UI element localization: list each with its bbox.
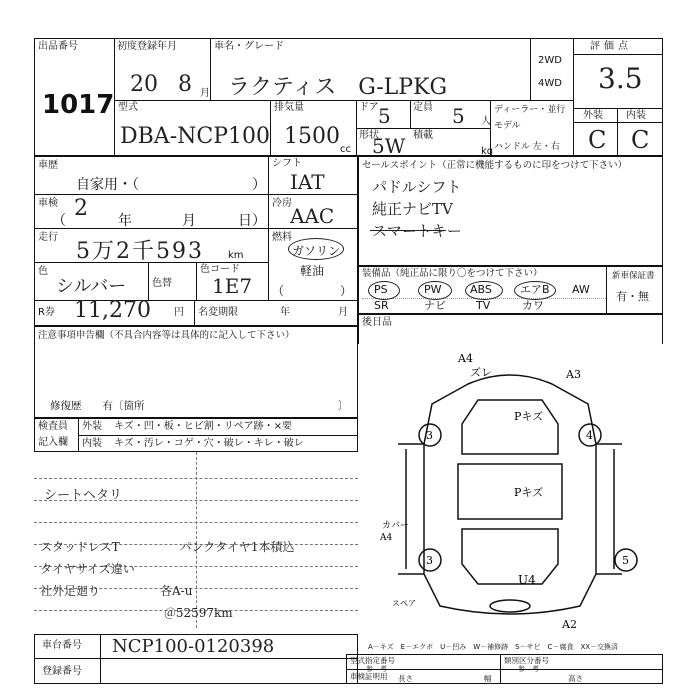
inspect-line-5: タイヤサイズ違い <box>40 562 135 576</box>
bottom-ref-2: 参 考 <box>518 665 539 673</box>
cap-unit: 人 <box>481 116 491 127</box>
disp-value: 1500 <box>284 124 340 149</box>
car-diagram <box>358 344 663 634</box>
load-label: 積載 <box>413 130 433 141</box>
mileage-value: 5万2千593 <box>76 239 204 264</box>
inspect-label-2: 記入欄 <box>38 437 68 448</box>
name-label: 車名・グレード <box>214 41 284 52</box>
disp-label: 排気量 <box>274 102 304 113</box>
model-value: DBA-NCP100 <box>120 124 271 149</box>
load-unit: kg <box>481 146 494 157</box>
doors-value: 5 <box>378 104 391 128</box>
inspect-line-6: 社外足廻り 各A-u <box>40 584 193 598</box>
fuel-paren-close: ） <box>340 284 353 298</box>
name-value: ラクティス G-LPKG <box>228 75 448 100</box>
bottom-designation: 型式指定番号 <box>350 656 395 665</box>
inspect-line-4: スタッドレスT パンクタイヤ1本積込 <box>40 540 295 554</box>
score-int: C <box>631 126 650 154</box>
equip-abs-circle <box>465 281 503 300</box>
fuel-gas-circle <box>288 238 344 260</box>
bottom-cert: 車検証明用 <box>350 672 388 681</box>
namechange-year: 年 <box>280 307 290 318</box>
diagram-mark-u4: U4 <box>518 573 536 587</box>
color-code: 1E7 <box>212 274 253 298</box>
reg-label: 初度登録年月 <box>117 41 177 52</box>
bottom-width: 幅 <box>484 674 492 683</box>
after-frame <box>358 314 663 344</box>
score-label: 評価点 <box>590 41 632 52</box>
score-value: 3.5 <box>598 62 643 95</box>
cap-value: 5 <box>452 104 465 128</box>
inspect-label-1: 検査員 <box>38 421 68 432</box>
equip-navi: ナビ <box>424 299 446 312</box>
fuel-gas: ガソリン <box>292 244 341 258</box>
color-change-label: 色替 <box>152 278 172 289</box>
regnum-label: 登録番号 <box>42 666 82 677</box>
reg-month-unit: 月 <box>200 88 210 99</box>
bottom-height: 高さ <box>568 674 583 683</box>
dealer-handle-label: ハンドル 左・右 <box>494 142 560 152</box>
mileage-label: 走行 <box>38 232 58 243</box>
inspect-int-items: キズ・汚レ・コゲ・穴・破レ・キレ・破レ <box>114 438 304 449</box>
diagram-mark-3-rl: 3 <box>426 554 433 567</box>
equip-aw: AW <box>572 283 590 296</box>
doors-label: ドア <box>359 102 379 113</box>
diagram-mark-pkizu-1: Pキズ <box>514 410 544 423</box>
sales-label: セールスポイント（正常に機能するものに印をつけて下さい） <box>362 160 628 171</box>
equip-sr: SR <box>374 299 389 312</box>
diagram-mark-a4: A4 <box>458 352 473 365</box>
equip-pw: PW <box>424 283 442 296</box>
history-value: 自家用・（ <box>76 177 139 193</box>
score-ext: C <box>588 126 607 154</box>
history-label: 車歴 <box>38 160 58 171</box>
recycle-value: 11,270 <box>74 298 151 323</box>
ac-label: 冷房 <box>272 198 292 209</box>
diagram-mark-a3: A3 <box>566 368 581 381</box>
mileage-unit: km <box>228 250 244 261</box>
inspect-int-label: 内装 <box>82 438 102 449</box>
after-label: 後日品 <box>362 317 392 328</box>
diagram-mark-a4-side: A4 <box>380 533 393 543</box>
bottom-length: 長さ <box>398 674 413 683</box>
lot-number: 1017 <box>42 90 115 120</box>
ac-value: AAC <box>290 204 335 228</box>
sales-item-3: スマートキー <box>372 222 462 240</box>
diagram-mark-pkizu-2: Pキズ <box>514 486 544 499</box>
score-ext-label: 外装 <box>583 110 603 121</box>
equip-airbag-circle <box>514 281 556 300</box>
sales-item-1: パドルシフト <box>372 178 462 196</box>
inspection-label: 車検 <box>38 198 58 209</box>
color-code-label: 色コード <box>200 264 240 275</box>
drive-2wd: 2WD <box>538 55 562 66</box>
diagram-mark-4-fr: 4 <box>586 429 593 442</box>
inspect-line-7: ＠52597km <box>40 606 233 620</box>
equip-ps: PS <box>374 283 388 296</box>
namechange-month: 月 <box>338 307 348 318</box>
new-car-value: 有・無 <box>616 290 649 303</box>
sales-item-2: 純正ナビTV <box>372 200 453 218</box>
inspection-year-value: 2 <box>74 196 88 221</box>
inspect-line-1: シートヘタリ <box>44 488 123 503</box>
shape-value: 5W <box>372 134 406 158</box>
lot-label: 出品番号 <box>38 41 78 52</box>
bottom-ref-1: 参 考 <box>366 665 387 673</box>
shift-label: シフト <box>272 158 302 169</box>
diagram-mark-5-rr: 5 <box>622 554 629 567</box>
recycle-unit: 円 <box>174 307 184 318</box>
diagram-mark-cover: カバー <box>382 521 410 531</box>
equip-label: 装備品（純正品に限り〇をつけて下さい） <box>362 268 543 279</box>
cap-label: 定員 <box>413 102 433 113</box>
disp-unit: cc <box>340 144 351 155</box>
fuel-diesel: 軽油 <box>300 264 325 278</box>
drive-4wd: 4WD <box>538 78 562 89</box>
bottom-category: 類別区分番号 <box>504 656 549 665</box>
inspect-ext-items: キズ・凹・板・ヒビ割・リペア跡・×要 <box>114 421 292 432</box>
inspection-year: 年 <box>118 213 132 229</box>
history-close: ） <box>252 177 266 193</box>
inspection-month: 月 <box>182 213 196 229</box>
notes-repair: 修復歴 有〔箇所 <box>50 400 145 412</box>
chassis-value: NCP100-0120398 <box>112 636 275 657</box>
inspection-paren: （ <box>52 213 66 229</box>
dealer-model-label: モデル <box>494 121 521 131</box>
namechange-label: 名変期限 <box>198 307 238 318</box>
color-label: 色 <box>38 266 48 277</box>
color-value: シルバー <box>56 276 127 297</box>
equip-ps-circle <box>368 281 400 300</box>
diagram-mark-3-fl: 3 <box>426 429 433 442</box>
inspect-ext-label: 外装 <box>82 421 102 432</box>
shift-value: IAT <box>290 170 325 194</box>
equip-tv: TV <box>476 299 491 312</box>
score-int-label: 内装 <box>626 110 646 121</box>
chassis-label: 車台番号 <box>42 640 82 651</box>
sales-item-3-strike <box>370 230 446 231</box>
diagram-mark-spare: スペア <box>392 599 416 608</box>
shape-label: 形状 <box>359 130 379 141</box>
new-car-label: 新車保証書 <box>612 271 655 281</box>
reg-month: 8 <box>178 72 192 97</box>
equip-pw-circle <box>418 281 452 300</box>
equip-leather: カワ <box>522 299 544 312</box>
diagram-legend: A－キズ E－エクボ U－凹み W－補修跡 S－サビ C－腐食 XX－交換済 <box>368 643 619 651</box>
reg-year: 20 <box>130 72 158 97</box>
fuel-paren-open: （ <box>272 284 285 298</box>
equip-airbag: エアB <box>520 283 550 296</box>
model-label: 型式 <box>118 102 138 113</box>
diagram-mark-zure: ズレ <box>470 366 492 379</box>
equip-abs: ABS <box>470 283 492 296</box>
dealer-label: ディーラー・並行 <box>494 105 566 115</box>
diagram-mark-a2: A2 <box>562 618 577 631</box>
notes-label: 注意事項申告欄（不具合内容等は具体的に記入して下さい） <box>38 330 295 341</box>
inspection-day: 日） <box>238 213 266 229</box>
notes-repair-close: 〕 <box>338 400 349 412</box>
fuel-label: 燃料 <box>272 232 292 243</box>
recycle-label: R券 <box>38 307 55 318</box>
